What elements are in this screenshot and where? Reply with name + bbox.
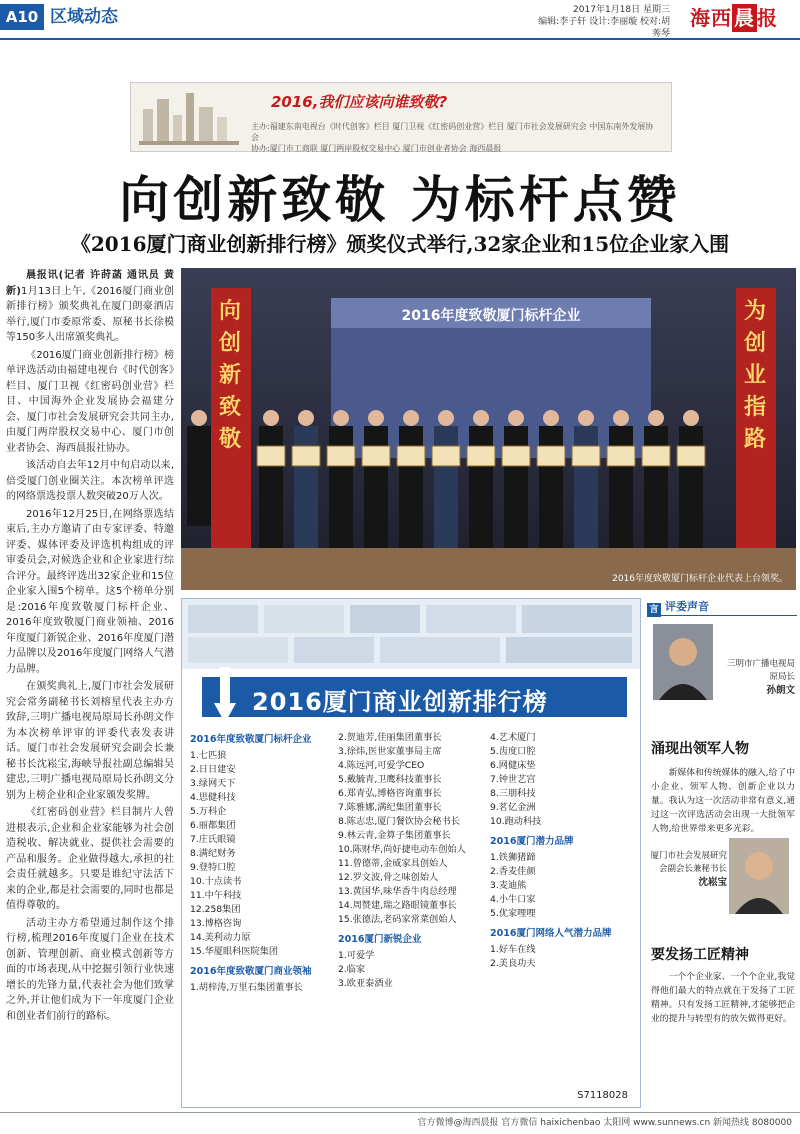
article-paragraph: 在颁奖典礼上,厦门市社会发展研究会常务副秘书长刘榕星代表主办方致辞,三明广播电视局原局长孙朗文作为本次榜单评审的评委代表发表讲话。厦门市社会发展研究会副会长兼秘书长沈崧宝,海峡导报社副总编辑吴建忠,三明广播电视局原局长孙朗文分别为上榜企业和企业家颁发奖牌。 <box>6 681 174 801</box>
recipient-figure <box>292 410 320 548</box>
down-arrow-icon <box>214 667 236 723</box>
list-item: 1.七匹狼 <box>190 750 227 761</box>
list-item: 2.美良功夫 <box>490 958 536 969</box>
judge-role: 三明市广播电视局原局长 孙朗文 <box>726 659 795 696</box>
page-footer: 官方微博@海西晨报 官方微信 haixichenbao 太阳网 www.sunnews.cn 新闻热线 8080000 <box>0 1112 800 1134</box>
list-item: 4.陈远河,可爱学CEO <box>338 760 425 771</box>
judge-quote: 一个个企业家、一个个企业,我觉得他们最大的特点就在于发扬了工匠精神。只有发扬工匠精神,才能够把企业的提升与转型有的放矢做得更好。 <box>651 972 795 1024</box>
recipient-figure <box>362 410 390 548</box>
list-item: 11.曾德蒂,金威家具创始人 <box>338 858 448 869</box>
list-items <box>190 749 340 959</box>
ranking-column <box>190 731 340 995</box>
list-item: 5.优家哩哩 <box>490 908 536 919</box>
list-item: 6.丽都集团 <box>190 820 236 831</box>
photo-caption: 2016年度致敬厦门标杆企业代表上台领奖。 <box>612 574 788 584</box>
article-paragraph: 2016年12月25日,在网络票选结束后,主办方邀请了由专家评委、特邀评委、媒体评委及评选机构组成的评审委员会,对候选企业和企业家进行综合评分。最终评选出32家企业和15位企业家入围5个榜单。这5个榜单分别是:2016年度致敬厦门标杆企业、2016年度致敬厦门商业领袖、2016年度厦门新锐企业、2016年度厦门潜力品牌以及2016年度厦门网络人气潜力品牌。 <box>6 508 174 675</box>
article-paragraph: 晨报讯(记者 许莳菡 通讯员 黄新)1月13日上午,《2016厦门商业创新排行榜》颁奖典礼在厦门朗豪酒店举行,厦门市委原常委、原秘书长徐模等150多人出席颁奖典礼。 <box>6 270 174 343</box>
recipient-figure <box>677 410 705 548</box>
list-item: 12.258集团 <box>190 904 241 915</box>
judge-role: 厦门市社会发展研究会副会长兼秘书长 沈崧宝 <box>650 851 727 888</box>
article-paragraph: 《2016厦门商业创新排行榜》榜单评选活动由福建电视台《时代创客》栏目、厦门卫视《红密码创业营》栏目、中国海外企业发展协会福建分会、厦门市社会发展研究会共同主办,由厦门两岸股权交易中心、厦门市创业者协会、海西晨报社协办。 <box>6 349 174 454</box>
list-items <box>338 731 488 927</box>
article-paragraph: 该活动自去年12月中旬启动以来,倍受厦门创业圈关注。本次榜单评选的网络票选投票人数突破20万人次。 <box>6 460 174 502</box>
section-title: 区域动态 <box>50 7 118 27</box>
list-items <box>338 949 488 991</box>
judges-tag: 言 评委声音 <box>647 598 797 616</box>
list-item: 2.日日建安 <box>190 764 236 775</box>
recipient-figure <box>642 410 670 548</box>
article-body <box>6 268 174 1106</box>
ranking-column <box>490 731 638 971</box>
list-item: 2.香麦佳颜 <box>490 866 536 877</box>
list-item: 13.黄国华,味华香牛肉总经理 <box>338 886 457 897</box>
list-item: 9.茗亿金洲 <box>490 802 536 813</box>
list-item: 6.郑青弘,博格咨询董事长 <box>338 788 442 799</box>
list-items <box>490 943 638 971</box>
right-vertical-sign: 为创业指路 <box>744 299 767 452</box>
recipient-figure <box>467 410 495 548</box>
ranking-title: 2016厦门商业创新排行榜 <box>252 688 548 716</box>
banner-hosts: 主办:福建东南电视台《时代创客》栏目 厦门卫视《红密码创业营》栏目 厦门市社会发展研究会 中国东南外发展协会 协办:厦门市工商联 厦门两岸股权交易中心 厦门市创业者协会 海西晨报 <box>251 122 654 153</box>
list-item: 4.思健科技 <box>190 792 236 803</box>
ranking-lists <box>190 731 634 1101</box>
list-item: 2.贺迪芳,佳丽集团董事长 <box>338 732 442 743</box>
list-item: 12.罗文波,骨之味创始人 <box>338 872 439 883</box>
comment-icon: 言 <box>647 603 661 617</box>
list-item: 10.十点读书 <box>190 876 242 887</box>
banner-question: 2016,我们应该向谁致敬? <box>271 93 448 111</box>
list-item: 15.张德法,老码家常菜创始人 <box>338 914 457 925</box>
list-item: 3.麦迪熊 <box>490 880 527 891</box>
page-number: A10 <box>0 4 44 30</box>
list-item: 9.林云青,金算子集团董事长 <box>338 830 451 841</box>
list-item: 8.陈志忠,厦门餐饮协会秘书长 <box>338 816 460 827</box>
list-item: 15.华厦眼科医院集团 <box>190 946 279 957</box>
list-heading: 2016年度致敬厦门标杆企业 <box>190 734 312 745</box>
ad-code: S7118028 <box>577 1090 628 1101</box>
list-item: 6.网健床垫 <box>490 760 536 771</box>
date-line: 2017年1月18日 星期三 <box>573 5 670 15</box>
editors-line: 编辑:李子轩 设计:李丽璇 校对:胡莠琴 <box>538 17 670 39</box>
list-item: 5.戴毓青,卫鹰科技董事长 <box>338 774 442 785</box>
judge-portrait <box>653 624 713 700</box>
skyline-illustration <box>139 89 239 145</box>
list-item: 3.欧亚泰酒业 <box>338 978 393 989</box>
list-item: 1.铁狮猪蹄 <box>490 852 536 863</box>
list-items <box>190 981 340 995</box>
list-items <box>490 851 638 921</box>
left-vertical-sign: 向创新致敬 <box>219 299 242 452</box>
judge-quote-title: 要发扬工匠精神 <box>651 947 749 963</box>
list-item: 8.满纪财务 <box>190 848 236 859</box>
recipient-figure <box>257 410 285 548</box>
recipient-figure <box>607 410 635 548</box>
list-item: 9.登特口腔 <box>190 862 236 873</box>
ranking-box <box>181 598 641 1108</box>
list-item: 1.好车在线 <box>490 944 536 955</box>
list-item: 8.三朋科技 <box>490 788 536 799</box>
headline: 向创新致敬 为标杆点赞 <box>119 171 681 229</box>
recipient-figure <box>327 410 355 548</box>
judge-quote: 新媒体和传统媒体的融入,给了中小企业、领军人物、创新企业以力量。我认为这一次活动非常有意义,通过这一次评选活动会出现一大批领军人物,给世界带来更多光彩。 <box>651 768 795 834</box>
list-heading: 2016厦门新锐企业 <box>338 934 422 945</box>
award-ceremony-photo <box>181 268 796 590</box>
recipient-figure <box>432 410 460 548</box>
list-item: 11.中午科技 <box>190 890 242 901</box>
screen-banner: 2016年度致敬厦门标杆企业 <box>401 308 581 324</box>
list-item: 10.陈财华,尚好捷电动车创始人 <box>338 844 466 855</box>
list-item: 5.齿度口腔 <box>490 746 536 757</box>
list-item: 3.徐炜,医世家董事局主席 <box>338 746 442 757</box>
list-heading: 2016年度致敬厦门商业领袖 <box>190 966 312 977</box>
judges-column <box>647 598 797 1108</box>
list-item: 7.钟世艺宫 <box>490 774 536 785</box>
article-paragraph: 活动主办方希望通过制作这个排行榜,梳理2016年度厦门企业在技术创新、管理创新、商业模式创新等方面的市场表现,从中挖掘引领行业快速增长的先锋力量,代表社会为他们致掌之外,并让他们成为下一年度厦门企业和创业者们前行的路标。 <box>6 917 174 1022</box>
header-meta <box>530 4 670 40</box>
list-item: 1.胡梓涛,万里石集团董事长 <box>190 982 303 993</box>
list-item: 10.跑动科技 <box>490 816 542 827</box>
list-item: 14.周赞建,瑞之路眼镜董事长 <box>338 900 457 911</box>
judge-name: 孙朗文 <box>766 685 795 696</box>
list-item: 4.小牛口家 <box>490 894 536 905</box>
judge-portrait <box>729 838 789 914</box>
recipient-figure <box>397 410 425 548</box>
list-item: 7.庄氏眼镜 <box>190 834 236 845</box>
list-item: 4.艺术厦门 <box>490 732 536 743</box>
recipient-figure <box>572 410 600 548</box>
list-item: 2.临家 <box>338 964 366 975</box>
event-banner <box>130 82 672 152</box>
list-item: 3.绿网天下 <box>190 778 236 789</box>
list-item: 1.可爱学 <box>338 950 375 961</box>
ranking-title-banner <box>202 677 627 717</box>
list-item: 5.万科企 <box>190 806 227 817</box>
list-items <box>490 731 638 829</box>
recipient-figure <box>502 410 530 548</box>
list-heading: 2016厦门潜力品牌 <box>490 836 574 847</box>
page-header <box>0 0 800 40</box>
ranking-column <box>338 731 488 991</box>
award-recipients <box>187 410 211 526</box>
newspaper-logo: 海西 晨 报 <box>690 6 778 30</box>
judge-name: 沈崧宝 <box>698 877 727 888</box>
subheadline: 《2016厦门商业创新排行榜》颁奖仪式举行,32家企业和15位企业家入围 <box>70 232 730 256</box>
recipient-figure <box>537 410 565 548</box>
article-paragraph: 《红密码创业营》栏目制片人曾进根表示,企业和企业家能够为社会创造税收、解决就业、提供社会需要的产品和服务。企业做得越大,承担的社会责任就越多。只要是谁纪守法活下来的企业,都是社会需要的,同时也都是值得尊敬的。 <box>6 807 174 911</box>
company-logos-collage <box>182 599 641 669</box>
list-heading: 2016厦门网络人气潜力品牌 <box>490 928 612 939</box>
list-item: 14.美利动力原 <box>190 932 251 943</box>
list-item: 13.博格咨询 <box>190 918 242 929</box>
list-item: 7.陈雅娜,满纪集团董事长 <box>338 802 442 813</box>
ceremony-illustration <box>181 268 796 590</box>
judge-quote-title: 涌现出领军人物 <box>651 741 749 757</box>
